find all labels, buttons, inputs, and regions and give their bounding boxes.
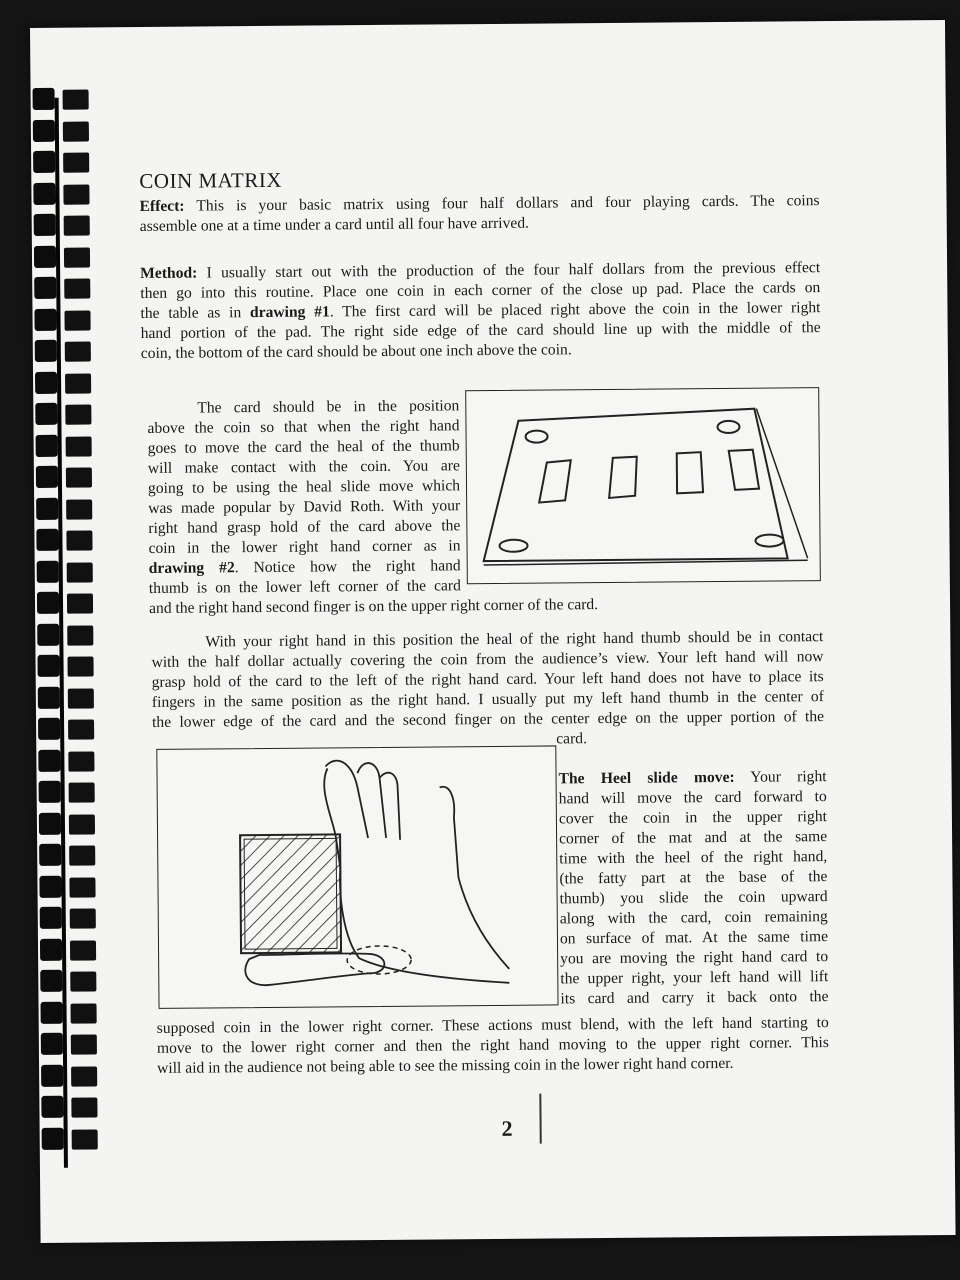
binding-ring bbox=[38, 686, 96, 709]
text-line bbox=[148, 496, 460, 519]
text-line bbox=[559, 787, 827, 809]
binding-ring bbox=[40, 1001, 98, 1024]
text-span: coin, the bottom of the card should be about one inch above the coin. bbox=[140, 341, 572, 363]
text-span: With your right hand in this position the heal of the right hand thumb should be in contact bbox=[205, 628, 824, 651]
text-span: move to the lower right corner and then the right hand moving to the upper right corner. This bbox=[156, 1034, 829, 1057]
text-span: was made popular by David Roth. With your bbox=[148, 497, 461, 517]
spiral-binding bbox=[31, 87, 105, 1188]
book-page bbox=[30, 20, 956, 1243]
text-span: . The first card will be placed right above the coin in the lower right bbox=[329, 299, 821, 321]
text-span: thumb is on the lower left corner of the card bbox=[148, 577, 461, 597]
drawing-2-hand-grip bbox=[156, 745, 558, 1008]
text-line bbox=[560, 947, 828, 969]
text-span: hand will move the card forward to bbox=[558, 788, 827, 808]
text-span: going to be using the heal slide move which bbox=[147, 477, 461, 497]
text-span: above the coin so that when the right hand bbox=[147, 417, 460, 437]
binding-ring bbox=[38, 717, 96, 740]
text-line bbox=[559, 847, 827, 869]
text-span: along with the card, coin remaining bbox=[559, 908, 828, 928]
text-span: coin in the lower right hand corner as in bbox=[148, 537, 461, 557]
text-span: on surface of mat. At the same time bbox=[559, 928, 829, 948]
text-line bbox=[560, 987, 828, 1009]
text-line bbox=[560, 907, 828, 929]
binding-ring bbox=[34, 276, 92, 299]
text-line bbox=[147, 416, 459, 439]
binding-ring bbox=[41, 1032, 99, 1055]
text-line bbox=[148, 456, 460, 479]
text-line bbox=[560, 927, 828, 949]
text-line bbox=[149, 556, 461, 579]
text-line bbox=[559, 827, 827, 849]
text-span: will make contact with the coin. You are bbox=[147, 457, 460, 477]
text-line bbox=[141, 340, 572, 364]
binding-ring bbox=[40, 969, 98, 992]
bold-label: drawing #2 bbox=[148, 559, 235, 577]
page-title: COIN MATRIX bbox=[139, 167, 283, 194]
binding-ring bbox=[35, 402, 93, 425]
binding-ring bbox=[37, 654, 95, 677]
text-span: I usually start out with the production of the four half dollars from the previous effect bbox=[197, 259, 821, 282]
binding-ring bbox=[34, 245, 92, 268]
text-span: card. bbox=[556, 730, 588, 748]
binding-ring bbox=[37, 560, 95, 583]
text-span: supposed coin in the lower right corner. These actions must blend, with the left hand starting to bbox=[156, 1014, 829, 1037]
text-span: the upper right, your left hand will lift bbox=[560, 968, 829, 988]
page-mark bbox=[539, 1094, 541, 1144]
text-span: . Notice how the right hand bbox=[234, 557, 461, 577]
text-line bbox=[149, 576, 461, 599]
binding-ring bbox=[39, 875, 97, 898]
text-span: will aid in the audience not being able to see the missing coin in the lower right hand corner. bbox=[157, 1054, 734, 1077]
text-line bbox=[559, 867, 827, 889]
text-span: corner of the mat and at the same bbox=[559, 828, 828, 848]
binding-ring bbox=[36, 465, 94, 488]
bold-label: Effect: bbox=[139, 197, 185, 216]
binding-ring bbox=[39, 843, 97, 866]
text-span: and the right hand second finger is on the upper right corner of the card. bbox=[148, 596, 599, 617]
text-line bbox=[140, 214, 529, 237]
text-line bbox=[148, 436, 460, 459]
text-line bbox=[149, 595, 598, 619]
text-line bbox=[560, 887, 828, 909]
text-span: right hand grasp hold of the card above the bbox=[148, 517, 461, 537]
binding-ring bbox=[33, 150, 91, 173]
binding-ring bbox=[33, 119, 91, 142]
binding-ring bbox=[35, 371, 93, 394]
bold-label: The Heel slide move: bbox=[558, 768, 735, 788]
text-span: you are moving the right hand card to bbox=[560, 948, 829, 968]
binding-ring bbox=[35, 339, 93, 362]
text-span: thumb) you slide the coin upward bbox=[559, 888, 828, 908]
text-span: The card should be in the position bbox=[197, 397, 460, 417]
text-span: the lower edge of the card and the second finger on the center edge on the upper portion of the bbox=[151, 708, 825, 731]
text-line bbox=[148, 476, 460, 499]
binding-ring bbox=[42, 1127, 100, 1150]
text-span: This is your basic matrix using four half dollars and four playing cards. The coins bbox=[184, 192, 820, 215]
binding-ring bbox=[41, 1095, 99, 1118]
text-span: the table as in bbox=[140, 304, 251, 323]
text-span: Your right bbox=[734, 768, 827, 786]
text-line bbox=[558, 767, 826, 789]
text-span: cover the coin in the upper right bbox=[558, 808, 827, 828]
text-span: time with the heel of the right hand, bbox=[559, 848, 828, 868]
text-span: hand portion of the pad. The right side edge of the card should line up with the middle of the bbox=[140, 319, 821, 343]
binding-ring bbox=[38, 749, 96, 772]
text-span: with the half dollar actually covering the coin from the audience’s view. Your left hand will now bbox=[151, 648, 824, 671]
binding-ring bbox=[36, 497, 94, 520]
binding-ring bbox=[41, 1064, 99, 1087]
text-span: fingers in the same position as the right hand. I usually put my left hand thumb in the center of bbox=[151, 688, 824, 711]
binding-ring bbox=[34, 308, 92, 331]
text-line bbox=[148, 536, 460, 559]
text-span: its card and carry it back onto the bbox=[560, 988, 829, 1008]
text-line bbox=[197, 396, 459, 418]
text-line bbox=[559, 807, 827, 829]
text-span: grasp hold of the card to the left of the right hand card. Your left hand does not have to place its bbox=[151, 668, 824, 691]
binding-ring bbox=[37, 591, 95, 614]
text-span: goes to move the card the heal of the thumb bbox=[147, 437, 460, 457]
binding-ring bbox=[33, 87, 91, 110]
text-line bbox=[157, 1054, 734, 1079]
binding-ring bbox=[36, 434, 94, 457]
bold-label: drawing #1 bbox=[249, 303, 330, 322]
binding-ring bbox=[39, 812, 97, 835]
text-span: assemble one at a time under a card until all four have arrived. bbox=[139, 214, 530, 236]
binding-ring bbox=[39, 780, 97, 803]
drawing-1-close-up-pad bbox=[465, 387, 821, 584]
binding-ring bbox=[36, 528, 94, 551]
text-span: (the fatty part at the base of the bbox=[559, 868, 828, 888]
binding-ring bbox=[40, 906, 98, 929]
text-line bbox=[148, 516, 460, 539]
binding-ring bbox=[40, 938, 98, 961]
text-line bbox=[556, 729, 587, 749]
binding-ring bbox=[37, 623, 95, 646]
binding-ring bbox=[34, 213, 92, 236]
text-span: then go into this routine. Place one coin in each corner of the close up pad. Place the cards on bbox=[140, 279, 821, 303]
text-line bbox=[560, 967, 828, 989]
page-number: 2 bbox=[501, 1115, 513, 1141]
bold-label: Method: bbox=[140, 264, 198, 283]
binding-ring bbox=[33, 182, 91, 205]
